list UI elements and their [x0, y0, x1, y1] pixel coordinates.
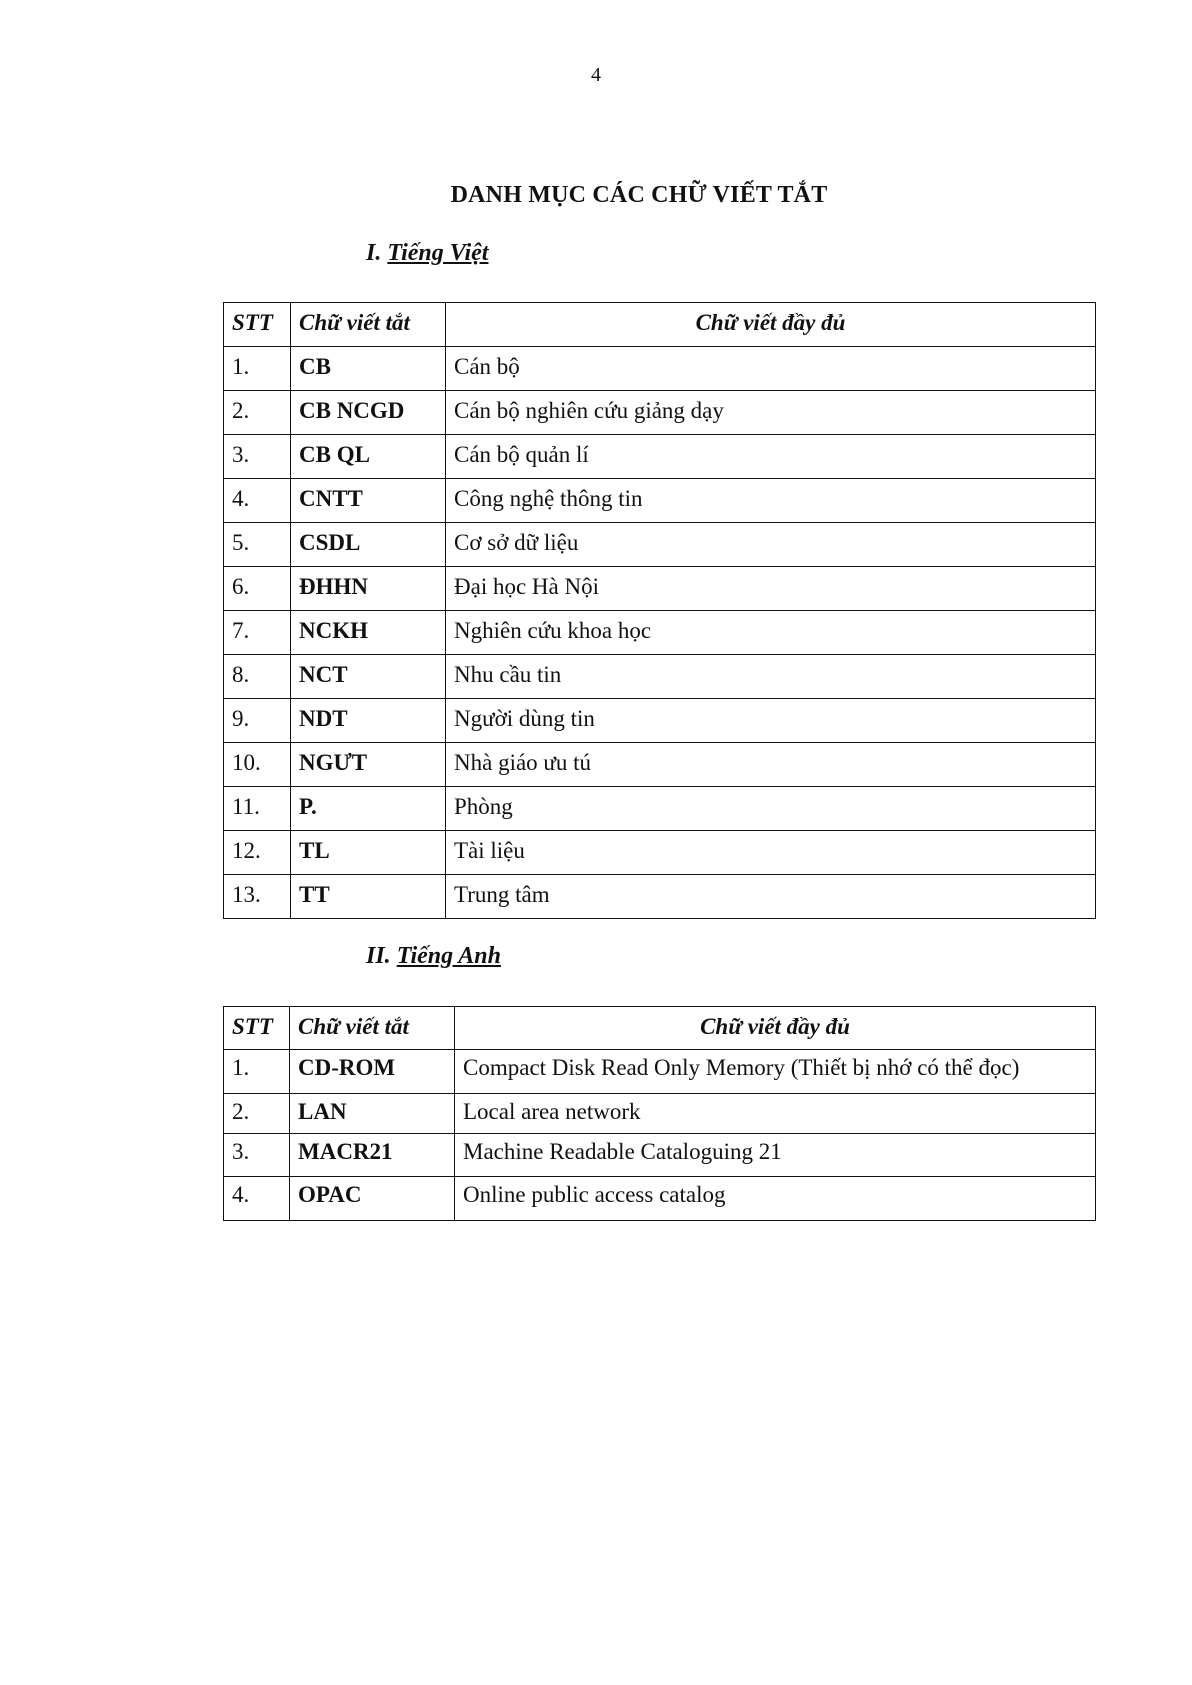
table-row: [224, 743, 1096, 787]
table-row: [224, 1134, 1096, 1177]
table-row: [224, 1177, 1096, 1221]
row-number: 2.: [224, 1094, 290, 1134]
abbreviation: CB NCGD: [291, 391, 446, 435]
abbreviation: CNTT: [291, 479, 446, 523]
abbreviation: P.: [291, 787, 446, 831]
abbreviation-table-english: [223, 1006, 1096, 1221]
row-number: 4.: [224, 479, 291, 523]
table-header-row: [224, 1007, 1096, 1050]
table-row: [224, 611, 1096, 655]
table-row: [224, 435, 1096, 479]
abbreviation: CSDL: [291, 523, 446, 567]
row-number: 8.: [224, 655, 291, 699]
column-header-full-form: Chữ viết đầy đủ: [446, 303, 1096, 347]
table-row: [224, 787, 1096, 831]
table-row: [224, 347, 1096, 391]
abbreviation: CD-ROM: [290, 1050, 455, 1094]
full-form: Cán bộ quản lí: [446, 435, 1096, 479]
row-number: 2.: [224, 391, 291, 435]
full-form: Cán bộ: [446, 347, 1096, 391]
abbreviation: LAN: [290, 1094, 455, 1134]
section-title: Tiếng Việt: [387, 240, 489, 266]
abbreviation: NCKH: [291, 611, 446, 655]
row-number: 9.: [224, 699, 291, 743]
table-row: [224, 1094, 1096, 1134]
column-header-abbreviation: Chữ viết tắt: [290, 1007, 455, 1050]
full-form: Công nghệ thông tin: [446, 479, 1096, 523]
full-form: Online public access catalog: [455, 1177, 1096, 1221]
full-form: Compact Disk Read Only Memory (Thiết bị nhớ có thể đọc): [455, 1050, 1096, 1094]
column-header-stt: STT: [224, 303, 291, 347]
abbreviation: TT: [291, 875, 446, 919]
page-title: DANH MỤC CÁC CHỮ VIẾT TẮT: [450, 182, 828, 208]
table-row: [224, 523, 1096, 567]
abbreviation: TL: [291, 831, 446, 875]
table-row: [224, 567, 1096, 611]
full-form: Đại học Hà Nội: [446, 567, 1096, 611]
row-number: 12.: [224, 831, 291, 875]
full-form: Nhu cầu tin: [446, 655, 1096, 699]
row-number: 6.: [224, 567, 291, 611]
section-heading-vietnamese: [366, 240, 488, 267]
full-form: Trung tâm: [446, 875, 1096, 919]
table-row: [224, 391, 1096, 435]
table-row: [224, 479, 1096, 523]
row-number: 10.: [224, 743, 291, 787]
abbreviation: CB: [291, 347, 446, 391]
table-row: [224, 655, 1096, 699]
abbreviation: OPAC: [290, 1177, 455, 1221]
full-form: Người dùng tin: [446, 699, 1096, 743]
section-heading-english: [366, 943, 501, 970]
table-row: [224, 1050, 1096, 1094]
abbreviation: CB QL: [291, 435, 446, 479]
row-number: 3.: [224, 435, 291, 479]
full-form: Nghiên cứu khoa học: [446, 611, 1096, 655]
table-header-row: [224, 303, 1096, 347]
full-form: Nhà giáo ưu tú: [446, 743, 1096, 787]
row-number: 13.: [224, 875, 291, 919]
row-number: 1.: [224, 347, 291, 391]
full-form: Tài liệu: [446, 831, 1096, 875]
row-number: 5.: [224, 523, 291, 567]
full-form: Phòng: [446, 787, 1096, 831]
full-form: Cơ sở dữ liệu: [446, 523, 1096, 567]
column-header-abbreviation: Chữ viết tắt: [291, 303, 446, 347]
row-number: 7.: [224, 611, 291, 655]
abbreviation: ĐHHN: [291, 567, 446, 611]
row-number: 11.: [224, 787, 291, 831]
abbreviation: NGƯT: [291, 743, 446, 787]
page-number: 4: [591, 64, 601, 86]
row-number: 3.: [224, 1134, 290, 1177]
column-header-stt: STT: [224, 1007, 290, 1050]
abbreviation-table-vietnamese: [223, 302, 1096, 919]
table-row: [224, 875, 1096, 919]
column-header-full-form: Chữ viết đầy đủ: [455, 1007, 1096, 1050]
table-row: [224, 699, 1096, 743]
full-form: Local area network: [455, 1094, 1096, 1134]
table-row: [224, 831, 1096, 875]
abbreviation: NDT: [291, 699, 446, 743]
section-number: II.: [366, 943, 391, 969]
abbreviation: NCT: [291, 655, 446, 699]
full-form: Cán bộ nghiên cứu giảng dạy: [446, 391, 1096, 435]
row-number: 4.: [224, 1177, 290, 1221]
section-title: Tiếng Anh: [396, 943, 501, 969]
section-number: I.: [366, 240, 382, 266]
full-form: Machine Readable Cataloguing 21: [455, 1134, 1096, 1177]
row-number: 1.: [224, 1050, 290, 1094]
abbreviation: MACR21: [290, 1134, 455, 1177]
